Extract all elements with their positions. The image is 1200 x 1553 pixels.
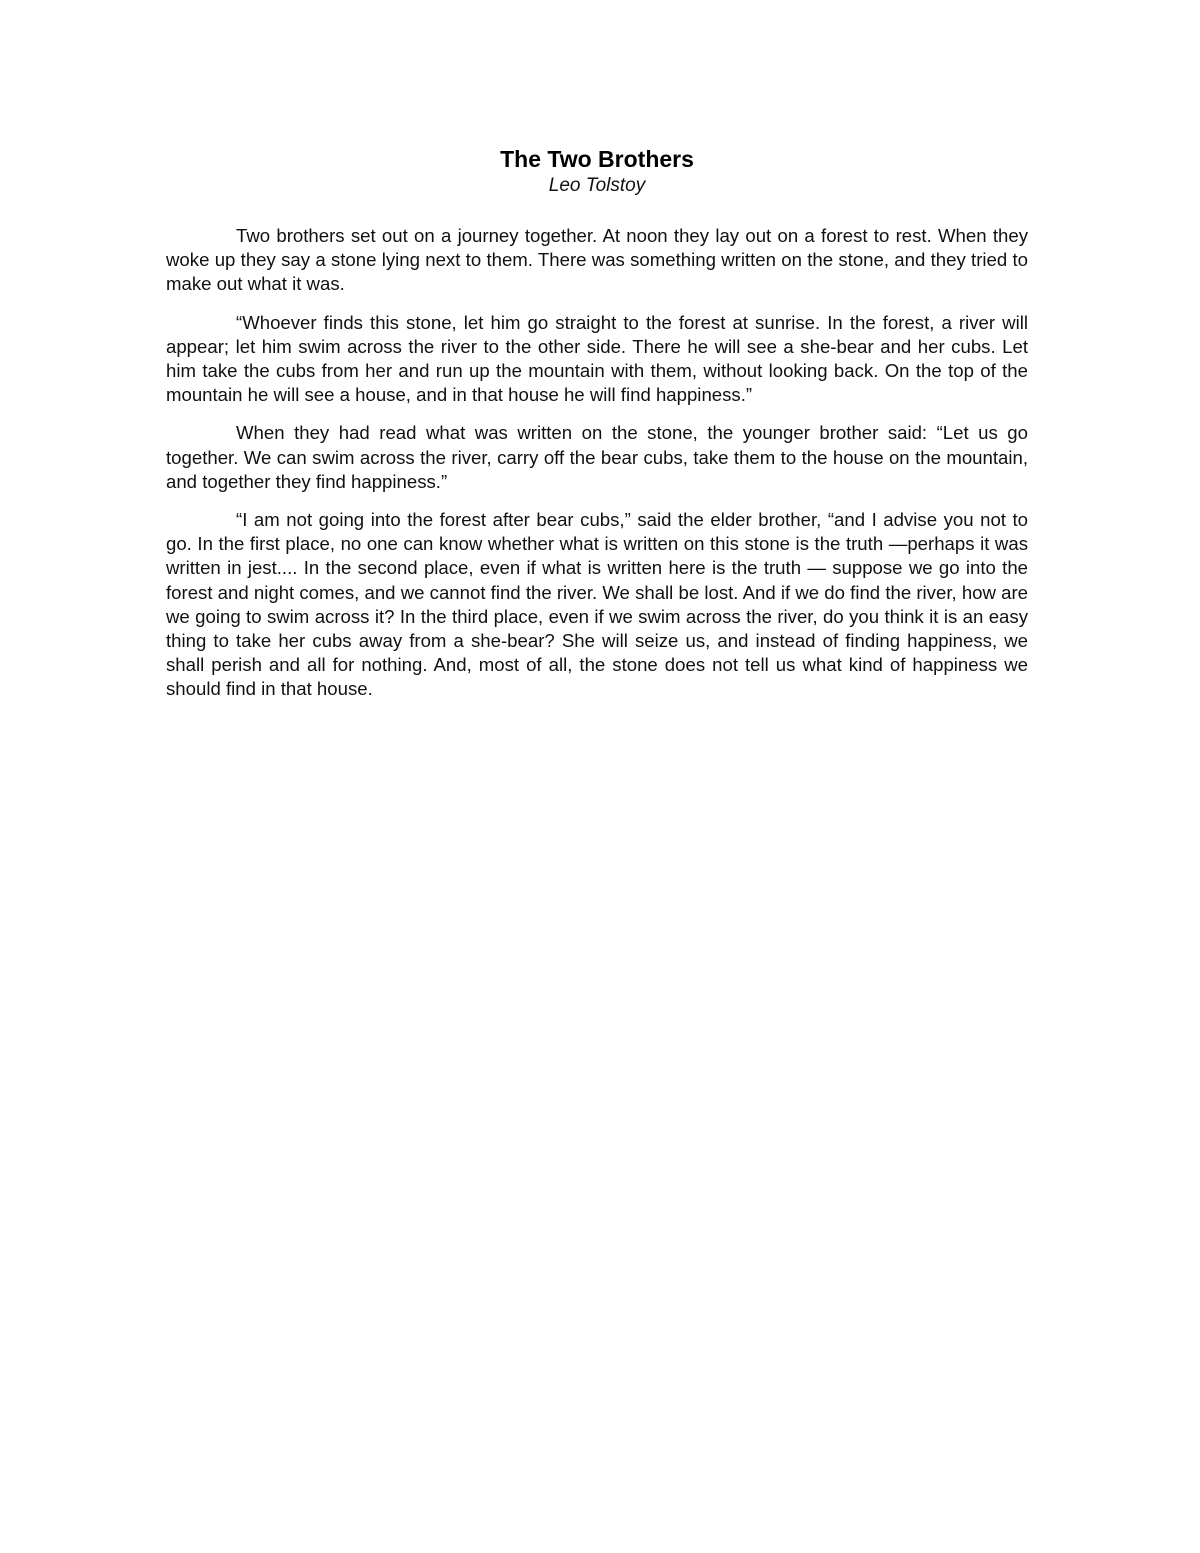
document-header xyxy=(166,144,1028,198)
paragraph-3: When they had read what was written on the stone, the younger brother said: “Let us go together. We can swim across the river, carry off the bear cubs, take them to the house on the mountain, and together they find happiness.” xyxy=(166,422,1028,492)
paragraph-1: Two brothers set out on a journey together. At noon they lay out on a forest to rest. When they woke up they say a stone lying next to them. There was something written on the stone, and they tried to make out what it was. xyxy=(166,225,1028,295)
paragraph-4: “I am not going into the forest after bear cubs,” said the elder brother, “and I advise you not to go. In the first place, no one can know whether what is written on this stone is the truth —perhaps it was written in jest.... In the second place, even if what is written here is the truth — suppose we go into the forest and night comes, and we cannot find the river. We shall be lost. And if we do find the river, how are we going to swim across it? In the third place, even if we swim across the river, do you think it is an easy thing to take her cubs away from a she-bear? She will seize us, and instead of finding happiness, we shall perish and all for nothing. And, most of all, the stone does not tell us what kind of happiness we should find in that house. xyxy=(166,509,1028,700)
document-title: The Two Brothers xyxy=(500,146,694,172)
paragraph-2: “Whoever finds this stone, let him go straight to the forest at sunrise. In the forest, a river will appear; let him swim across the river to the other side. There he will see a she-bear and her cubs. Let him take the cubs from her and run up the mountain with them, without looking back. On the top of the mountain he will see a house, and in that house he will find happiness.” xyxy=(166,311,1028,406)
document-author: Leo Tolstoy xyxy=(548,175,646,196)
document-body xyxy=(166,224,1028,716)
